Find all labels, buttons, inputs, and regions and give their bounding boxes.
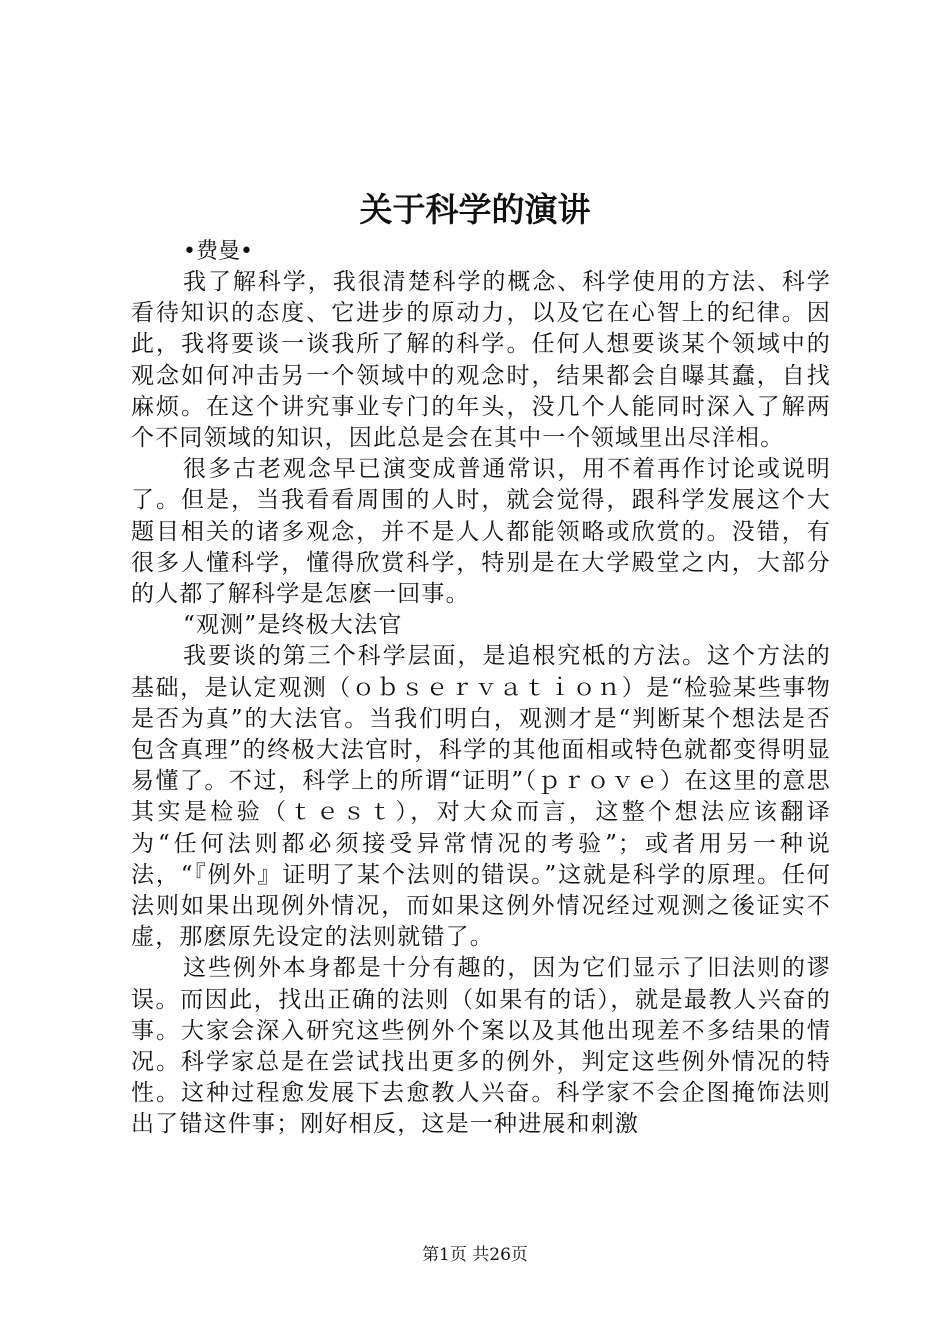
document-body	[131, 267, 831, 1141]
author-line: •费曼•	[183, 239, 253, 264]
document-title: 关于科学的演讲	[359, 190, 591, 229]
paragraph: 我了解科学，我很清楚科学的概念、科学使用的方法、科学看待知识的态度、它进步的原动力，以及它在心智上的纪律。因此，我将要谈一谈我所了解的科学。任何人想要谈某个领域中的观念如何冲击另一个领域中的观念时，结果都会自曝其蠢，自找麻烦。在这个讲究事业专门的年头，没几个人能同时深入了解两个不同领域的知识，因此总是会在其中一个领域里出尽洋相。	[131, 269, 831, 452]
paragraph: 很多古老观念早已演变成普通常识，用不着再作讨论或说明了。但是，当我看看周围的人时，就会觉得，跟科学发展这个大题目相关的诸多观念，并不是人人都能领略或欣赏的。没错，有很多人懂科学，懂得欣赏科学，特别是在大学殿堂之内，大部分的人都了解科学是怎麽一回事。	[131, 456, 831, 608]
paragraph: 我要谈的第三个科学层面，是追根究柢的方法。这个方法的基础，是认定观测（ｏｂｓｅｒｖａｔｉｏｎ）是“检验某些事物是否为真”的大法官。当我们明白，观测才是“判断某个想法是否包含真理”的终极大法官时，科学的其他面相或特色就都变得明显易懂了。不过，科学上的所谓“证明”（ｐｒｏｖｅ）在这里的意思其实是检验（ｔｅｓｔ），对大众而言，这整个想法应该翻译为“任何法则都必须接受异常情况的考验”；或者用另一种说法，“『例外』证明了某个法则的错误。”这就是科学的原理。任何法则如果出现例外情况，而如果这例外情况经过观测之後证实不虚，那麽原先设定的法则就错了。	[131, 643, 831, 951]
section-heading: “观测”是终极大法官	[183, 612, 403, 639]
page-number-footer: 第1页 共26页	[422, 1245, 528, 1265]
paragraph: 这些例外本身都是十分有趣的，因为它们显示了旧法则的谬误。而因此，找出正确的法则（如果有的话），就是最教人兴奋的事。大家会深入研究这些例外个案以及其他出现差不多结果的情况。科学家总是在尝试找出更多的例外，判定这些例外情况的特性。这种过程愈发展下去愈教人兴奋。科学家不会企图掩饰法则出了错这件事；刚好相反，这是一种进展和刺激	[131, 955, 831, 1138]
